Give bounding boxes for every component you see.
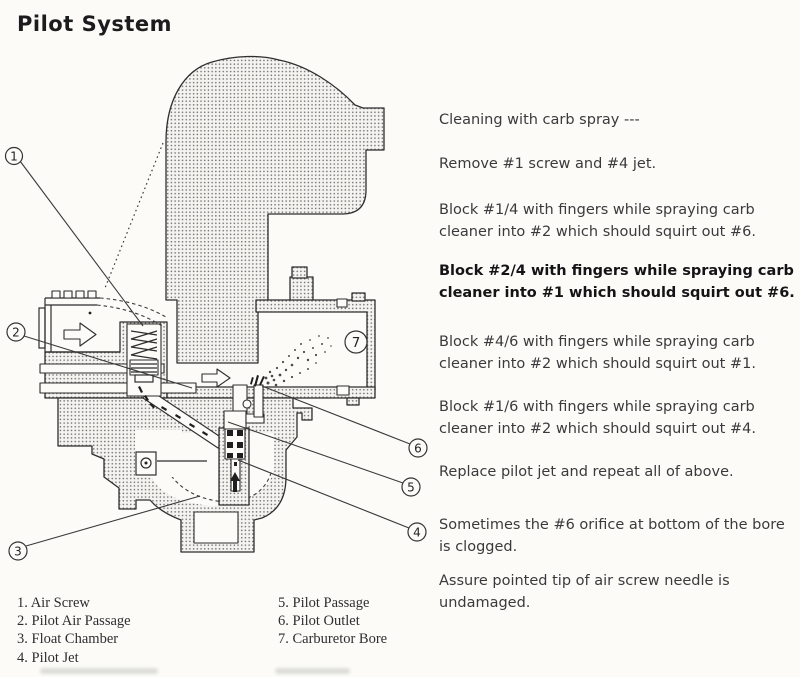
callout-3 [9,542,27,560]
airflow-arrow-bore-icon [202,369,230,387]
legend-item: 6. Pilot Outlet [278,613,360,629]
callout-5 [402,478,420,496]
svg-text:7: 7 [351,335,361,351]
airflow-arrow-left-icon [64,323,96,346]
svg-text:2: 2 [12,325,20,340]
carburetor-cross-section-diagram [0,55,440,565]
instruction-paragraph: Sometimes the #6 orifice at bottom of the bore is clogged. [439,517,785,555]
carb-body-upper [166,56,384,363]
spray-mist-dots [265,335,332,386]
legend-item: 1. Air Screw [17,595,90,611]
page-title: Pilot System [17,12,173,36]
instruction-paragraph-emphasized: Block #2/4 with fingers while spraying carb cleaner into #1 which should squirt out #6. [439,263,795,301]
instruction-paragraph: Block #4/6 with fingers while spraying carb cleaner into #2 which should squirt out #1. [439,334,756,372]
pilot-outlet-spray [250,335,332,387]
pipe-castellations [52,291,96,298]
instruction-paragraph: Cleaning with carb spray --- [439,112,640,128]
callout-2 [7,323,25,341]
drain-cavity [194,512,238,543]
svg-text:3: 3 [14,544,22,559]
scan-artifact [40,668,158,674]
legend-item: 3. Float Chamber [17,631,119,647]
callout-6 [409,439,427,457]
instruction-paragraph: Block #1/4 with fingers while spraying carb cleaner into #2 which should squirt out #6. [439,202,756,240]
callout-4 [408,523,426,541]
instruction-paragraph: Assure pointed tip of air screw needle is undamaged. [439,573,730,611]
svg-text:4: 4 [413,525,421,540]
hidden-edge-line [105,143,163,288]
instruction-paragraph: Replace pilot jet and repeat all of above. [439,464,734,480]
scan-artifact [275,668,350,674]
instruction-paragraph: Remove #1 screw and #4 jet. [439,156,657,172]
svg-text:1: 1 [10,149,18,164]
legend-item: 2. Pilot Air Passage [17,613,131,629]
svg-text:5: 5 [407,480,415,495]
instruction-paragraph: Block #1/6 with fingers while spraying carb cleaner into #2 which should squirt out #4. [439,399,756,437]
callout-7 [345,331,367,353]
legend-item: 7. Carburetor Bore [278,631,388,647]
legend-item: 4. Pilot Jet [17,650,79,666]
callout-1 [6,148,23,165]
legend-item: 5. Pilot Passage [278,595,370,611]
svg-text:6: 6 [414,441,422,456]
